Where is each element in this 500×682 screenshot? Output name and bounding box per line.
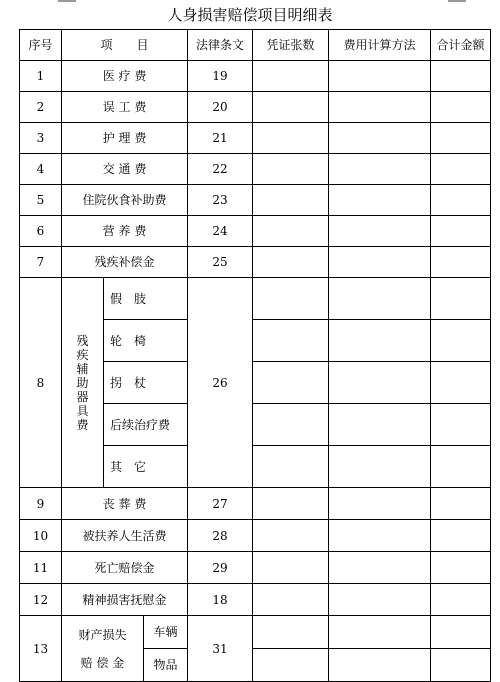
table-row xyxy=(20,123,491,154)
property-label-line2: 赔 偿 金 xyxy=(80,655,125,670)
row-method-cell[interactable] xyxy=(329,320,431,362)
header-item: 项 目 xyxy=(62,30,188,61)
row-law: 31 xyxy=(188,616,253,682)
row-no: 2 xyxy=(20,92,62,123)
row-method-cell[interactable] xyxy=(329,247,431,278)
header-method: 费用计算方法 xyxy=(329,30,431,61)
row-total-cell[interactable] xyxy=(431,552,491,584)
row-method-cell[interactable] xyxy=(329,552,431,584)
sub-item: 后续治疗费 xyxy=(104,404,188,446)
corner-mark-left xyxy=(58,0,76,2)
row-vouchers-cell[interactable] xyxy=(253,584,329,616)
row-total-cell[interactable] xyxy=(431,154,491,185)
row-item: 残疾补偿金 xyxy=(62,247,188,278)
row-vouchers-cell[interactable] xyxy=(253,552,329,584)
row-method-cell[interactable] xyxy=(329,520,431,552)
row-vouchers-cell[interactable] xyxy=(253,216,329,247)
table-row xyxy=(20,552,491,584)
row-total-cell[interactable] xyxy=(431,404,491,446)
row-no: 4 xyxy=(20,154,62,185)
row-total-cell[interactable] xyxy=(431,320,491,362)
table-row xyxy=(20,488,491,520)
row-item: 死亡赔偿金 xyxy=(62,552,188,584)
row-vouchers-cell[interactable] xyxy=(253,61,329,92)
row-law: 25 xyxy=(188,247,253,278)
row-total-cell[interactable] xyxy=(431,488,491,520)
row-total-cell[interactable] xyxy=(431,61,491,92)
row-total-cell[interactable] xyxy=(431,616,491,649)
row-vouchers-cell[interactable] xyxy=(253,404,329,446)
row-vouchers-cell[interactable] xyxy=(253,320,329,362)
sub-item: 拐 杖 xyxy=(104,362,188,404)
row-vouchers-cell[interactable] xyxy=(253,92,329,123)
label-char: 疾 xyxy=(76,347,89,362)
row-total-cell[interactable] xyxy=(431,278,491,320)
header-no: 序号 xyxy=(20,30,62,61)
row-total-cell[interactable] xyxy=(431,216,491,247)
table-row-property xyxy=(20,616,491,649)
row-total-cell[interactable] xyxy=(431,92,491,123)
header-law: 法律条文 xyxy=(188,30,253,61)
row-no: 11 xyxy=(20,552,62,584)
header-vouchers: 凭证张数 xyxy=(253,30,329,61)
table-row xyxy=(20,92,491,123)
row-item: 住院伙食补助费 xyxy=(62,185,188,216)
row-no: 8 xyxy=(20,278,62,488)
row-method-cell[interactable] xyxy=(329,216,431,247)
row-no: 12 xyxy=(20,584,62,616)
row-item: 误 工 费 xyxy=(62,92,188,123)
row-law: 20 xyxy=(188,92,253,123)
row-method-cell[interactable] xyxy=(329,123,431,154)
row-vouchers-cell[interactable] xyxy=(253,278,329,320)
row-law: 23 xyxy=(188,185,253,216)
row-vouchers-cell[interactable] xyxy=(253,154,329,185)
table-row xyxy=(20,216,491,247)
row-law: 26 xyxy=(188,278,253,488)
row-method-cell[interactable] xyxy=(329,616,431,649)
row-item: 营 养 费 xyxy=(62,216,188,247)
row-total-cell[interactable] xyxy=(431,520,491,552)
row-method-cell[interactable] xyxy=(329,92,431,123)
table-row xyxy=(20,520,491,552)
row-item: 精神损害抚慰金 xyxy=(62,584,188,616)
table-row xyxy=(20,61,491,92)
row-vouchers-cell[interactable] xyxy=(253,520,329,552)
header-total: 合计金额 xyxy=(431,30,491,61)
row-total-cell[interactable] xyxy=(431,185,491,216)
row-law: 22 xyxy=(188,154,253,185)
row-no: 13 xyxy=(20,616,62,682)
label-char: 助 xyxy=(76,375,89,390)
row-no: 6 xyxy=(20,216,62,247)
row-no: 3 xyxy=(20,123,62,154)
row-no: 10 xyxy=(20,520,62,552)
sub-item: 轮 椅 xyxy=(104,320,188,362)
label-char: 具 xyxy=(76,403,89,418)
row-no: 5 xyxy=(20,185,62,216)
compensation-table xyxy=(19,29,491,682)
table-row xyxy=(20,584,491,616)
row-no: 7 xyxy=(20,247,62,278)
sub-item: 车辆 xyxy=(144,616,188,649)
row-vouchers-cell[interactable] xyxy=(253,185,329,216)
row-item: 丧 葬 费 xyxy=(62,488,188,520)
sub-item: 物品 xyxy=(144,649,188,682)
row-method-cell[interactable] xyxy=(329,404,431,446)
row-method-cell[interactable] xyxy=(329,278,431,320)
row-total-cell[interactable] xyxy=(431,446,491,488)
table-row xyxy=(20,185,491,216)
row-vouchers-cell[interactable] xyxy=(253,616,329,649)
row-method-cell[interactable] xyxy=(329,446,431,488)
table-row-disability-aids xyxy=(20,278,491,320)
row-item: 医 疗 费 xyxy=(62,61,188,92)
row-law: 21 xyxy=(188,123,253,154)
label-char: 残 xyxy=(76,333,89,348)
row-total-cell[interactable] xyxy=(431,584,491,616)
row-vouchers-cell[interactable] xyxy=(253,446,329,488)
row-total-cell[interactable] xyxy=(431,362,491,404)
property-label-line1: 财产损失 xyxy=(78,627,127,642)
row-method-cell[interactable] xyxy=(329,154,431,185)
row-law: 24 xyxy=(188,216,253,247)
row-method-cell[interactable] xyxy=(329,185,431,216)
row-item: 交 通 费 xyxy=(62,154,188,185)
row-law: 28 xyxy=(188,520,253,552)
row-law: 19 xyxy=(188,61,253,92)
sub-item: 假 肢 xyxy=(104,278,188,320)
row-vouchers-cell[interactable] xyxy=(253,649,329,682)
row-vouchers-cell[interactable] xyxy=(253,123,329,154)
row-item: 被扶养人生活费 xyxy=(62,520,188,552)
row-no: 1 xyxy=(20,61,62,92)
row-method-cell[interactable] xyxy=(329,362,431,404)
row-method-cell[interactable] xyxy=(329,649,431,682)
row-total-cell[interactable] xyxy=(431,123,491,154)
label-char: 器 xyxy=(76,389,89,404)
corner-mark-right xyxy=(448,0,466,2)
label-char: 辅 xyxy=(76,361,89,376)
table-row xyxy=(20,247,491,278)
row-method-cell[interactable] xyxy=(329,584,431,616)
table-row xyxy=(20,154,491,185)
sub-item: 其 它 xyxy=(104,446,188,488)
row-method-cell[interactable] xyxy=(329,488,431,520)
header-row xyxy=(20,30,491,61)
row-method-cell[interactable] xyxy=(329,61,431,92)
page-title: 人身损害赔偿项目明细表 xyxy=(167,6,333,24)
label-char: 费 xyxy=(76,417,89,432)
row-item: 护 理 费 xyxy=(62,123,188,154)
row-vouchers-cell[interactable] xyxy=(253,247,329,278)
row-law: 18 xyxy=(188,584,253,616)
row-law: 29 xyxy=(188,552,253,584)
row-total-cell[interactable] xyxy=(431,247,491,278)
row-vouchers-cell[interactable] xyxy=(253,362,329,404)
row-vouchers-cell[interactable] xyxy=(253,488,329,520)
row-total-cell[interactable] xyxy=(431,649,491,682)
row-law: 27 xyxy=(188,488,253,520)
row-no: 9 xyxy=(20,488,62,520)
disability-aids-label xyxy=(62,278,104,488)
property-label xyxy=(62,616,144,682)
